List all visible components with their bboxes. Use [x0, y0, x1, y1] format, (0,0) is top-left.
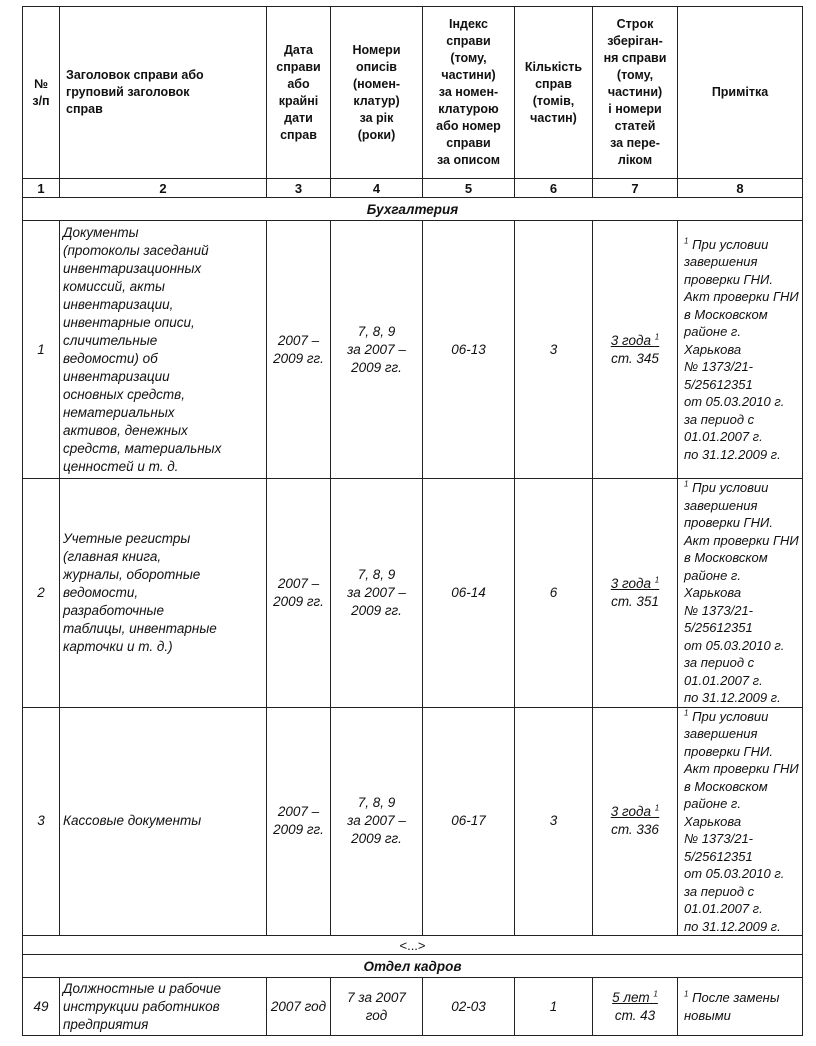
footnote-mark: 1	[684, 479, 689, 489]
inventory-numbers	[331, 221, 423, 479]
text-line: инструкции работников	[63, 998, 220, 1014]
text-line: крайні	[278, 93, 319, 108]
text-line: (тому,	[450, 51, 487, 65]
footnote-mark: 1	[653, 989, 658, 998]
text-line: 5/25612351	[684, 848, 753, 864]
table-row	[23, 978, 803, 1036]
text-line: 2009 гг.	[351, 602, 402, 618]
column-number: 6	[515, 179, 593, 198]
note-cell	[678, 978, 803, 1036]
term-value: 3 года	[610, 575, 652, 591]
case-dates	[267, 221, 331, 479]
text-line: 01.01.2007 г.	[684, 901, 763, 916]
note-text	[684, 709, 799, 934]
column-number: 5	[423, 179, 515, 198]
text-line: 7 за 2007	[347, 989, 406, 1005]
text-line: таблицы, инвентарные	[63, 620, 217, 636]
case-dates	[267, 978, 331, 1036]
section-row	[23, 198, 803, 221]
text-line: по 31.12.2009 г.	[684, 446, 781, 462]
text-line: в Московском	[684, 550, 768, 565]
case-index: 02-03	[423, 978, 515, 1036]
case-count: 1	[515, 978, 593, 1036]
text-line: з/п	[32, 93, 50, 108]
text-line: ведомости,	[63, 584, 139, 600]
text-line: завершения	[684, 497, 758, 513]
text-line: 2007 –	[277, 804, 320, 820]
ellipsis-mark: <...>	[23, 936, 803, 955]
text-line: Індекс	[449, 17, 488, 31]
text-line: завершения	[684, 254, 758, 270]
footnote-mark: 1	[684, 989, 689, 999]
text-line: частини)	[607, 85, 663, 99]
text-line: от 05.03.2010 г.	[684, 394, 785, 410]
case-inventory-table	[22, 6, 803, 1036]
text-line: за период с	[684, 883, 755, 899]
header-cell	[331, 7, 423, 179]
text-line: При условии	[692, 236, 769, 252]
footnote-mark: 1	[654, 803, 660, 813]
text-line: 2007 –	[277, 575, 320, 591]
header-cell	[23, 7, 60, 179]
text-line: инвентаризации	[63, 368, 170, 384]
text-line: завершения	[684, 726, 758, 741]
case-title	[60, 978, 267, 1036]
text-line: При условии	[692, 708, 769, 724]
text-line: за номен-	[438, 85, 499, 99]
text-line: за описом	[436, 153, 500, 167]
text-line: Строк	[616, 17, 654, 31]
text-line: (томів,	[532, 93, 575, 108]
text-line: Примітка	[711, 85, 769, 99]
text-line: або номер	[436, 119, 501, 133]
case-title	[60, 221, 267, 479]
text-line: 7, 8, 9	[357, 795, 396, 811]
text-line: 2007 –	[277, 332, 320, 348]
column-number-row	[23, 179, 803, 198]
article-number: ст. 345	[611, 350, 659, 366]
column-number: 4	[331, 179, 423, 198]
text-line: за 2007 –	[347, 341, 406, 357]
article-number: ст. 336	[611, 822, 659, 838]
header-cell	[267, 7, 331, 179]
text-line: Учетные регистры	[63, 530, 191, 546]
text-line: разработочные	[63, 602, 164, 618]
text-line: по 31.12.2009 г.	[684, 690, 781, 705]
text-line: ня справи	[603, 51, 667, 65]
text-line: справ	[535, 76, 572, 91]
header-cell	[678, 7, 803, 179]
text-line: Должностные и рабочие	[63, 980, 221, 996]
note-cell	[678, 707, 803, 936]
text-line: (номен-	[352, 76, 401, 91]
column-number: 7	[593, 179, 678, 198]
note-cell	[678, 479, 803, 708]
text-line: Документы	[63, 224, 139, 240]
text-line: (роки)	[357, 127, 396, 142]
header-cell	[60, 7, 267, 179]
note-cell	[678, 221, 803, 479]
footnote-mark: 1	[684, 236, 689, 246]
note-text	[684, 237, 799, 462]
retention-term	[593, 221, 678, 479]
text-line: Акт проверки ГНИ	[684, 289, 799, 305]
text-line: за пере-	[610, 136, 660, 150]
column-number: 1	[23, 179, 60, 198]
text-line: ведомости) об	[63, 350, 158, 366]
text-line: дати	[284, 110, 313, 125]
section-row	[23, 955, 803, 978]
text-line: частини)	[441, 68, 496, 82]
text-line: новыми	[684, 1007, 731, 1023]
text-line: год	[365, 1007, 388, 1023]
ellipsis-row	[23, 936, 803, 955]
header-cell	[593, 7, 678, 179]
text-line: проверки ГНИ.	[684, 515, 773, 530]
text-line: Акт проверки ГНИ	[684, 532, 799, 548]
text-line: за 2007 –	[347, 813, 406, 829]
inventory-numbers	[331, 978, 423, 1036]
case-title	[60, 479, 267, 708]
text-line: за период с	[684, 655, 755, 670]
text-line: зберіган-	[607, 34, 663, 48]
text-line: нематериальных	[63, 404, 175, 420]
text-line: № 1373/21-	[684, 359, 754, 375]
text-line: инвентаризационных	[63, 260, 202, 276]
case-count: 6	[515, 479, 593, 708]
text-line: або	[287, 76, 310, 91]
text-line: груповий заголовок	[66, 85, 190, 99]
table-row	[23, 479, 803, 708]
text-line: клатурою	[438, 102, 499, 116]
table-row	[23, 707, 803, 936]
text-line: описів	[356, 59, 397, 74]
term-value: 3 года	[610, 332, 652, 348]
case-index: 06-13	[423, 221, 515, 479]
text-line: Кассовые документы	[63, 813, 202, 829]
text-line: Номери	[352, 42, 401, 57]
text-line: в Московском	[684, 778, 768, 794]
text-line: в Московском	[684, 306, 768, 322]
text-line: по 31.12.2009 г.	[684, 918, 781, 934]
text-line: активов, денежных	[63, 422, 188, 438]
text-line: справи	[446, 136, 491, 150]
text-line: 2007 год	[270, 998, 327, 1014]
text-line: проверки ГНИ.	[684, 271, 773, 287]
text-line: № 1373/21-	[684, 831, 754, 846]
text-line: 2009 гг.	[351, 831, 402, 847]
term-value: 5 лет	[612, 989, 650, 1005]
text-line: Дата	[284, 42, 313, 57]
footnote-mark: 1	[684, 708, 689, 718]
footnote-mark: 1	[654, 575, 660, 585]
text-line: После замены	[692, 990, 780, 1005]
text-line: средств, материальных	[63, 440, 222, 456]
table-row	[23, 221, 803, 479]
text-line: проверки ГНИ.	[684, 743, 773, 759]
term-value: 3 года	[610, 804, 652, 820]
text-line: за 2007 –	[347, 584, 406, 600]
case-title	[60, 707, 267, 936]
text-line: ліком	[617, 153, 653, 167]
text-line: районе г. Харькова	[684, 324, 742, 357]
text-line: предприятия	[63, 1016, 149, 1032]
header-cell	[423, 7, 515, 179]
case-count: 3	[515, 707, 593, 936]
text-line: сличительные	[63, 332, 158, 348]
text-line: от 05.03.2010 г.	[684, 866, 785, 881]
case-index: 06-17	[423, 707, 515, 936]
retention-term	[593, 707, 678, 936]
row-number: 3	[23, 707, 60, 936]
text-line: комиссий, акты	[63, 278, 165, 294]
text-line: справ	[280, 127, 317, 142]
text-line: от 05.03.2010 г.	[684, 637, 785, 653]
text-line: за рік	[359, 110, 394, 125]
column-number: 3	[267, 179, 331, 198]
text-line: 01.01.2007 г.	[684, 672, 763, 688]
text-line: справи	[446, 34, 491, 48]
text-line: клатур)	[353, 93, 400, 108]
case-dates	[267, 479, 331, 708]
text-line: (протоколы заседаний	[63, 242, 209, 258]
text-line: При условии	[692, 480, 769, 495]
column-number: 2	[60, 179, 267, 198]
text-line: основных средств,	[63, 386, 185, 402]
section-title: Отдел кадров	[23, 955, 803, 978]
case-count: 3	[515, 221, 593, 479]
text-line: статей	[614, 119, 656, 133]
case-dates	[267, 707, 331, 936]
text-line: 2009 гг.	[351, 359, 402, 375]
row-number: 2	[23, 479, 60, 708]
row-number: 1	[23, 221, 60, 479]
header-row	[23, 7, 803, 179]
text-line: за период с	[684, 411, 755, 427]
text-line: 7, 8, 9	[357, 323, 396, 339]
text-line: Кількість	[524, 59, 583, 74]
note-text	[684, 480, 799, 705]
text-line: районе г. Харькова	[684, 567, 742, 600]
case-index: 06-14	[423, 479, 515, 708]
text-line: районе г. Харькова	[684, 796, 742, 829]
text-line: частин)	[530, 110, 577, 125]
text-line: инвентарные описи,	[63, 314, 195, 330]
column-number: 8	[678, 179, 803, 198]
text-line: № 1373/21-	[684, 602, 754, 618]
text-line: журналы, оборотные	[63, 566, 201, 582]
text-line: 7, 8, 9	[357, 566, 396, 582]
text-line: і номери	[608, 102, 662, 116]
header-cell	[515, 7, 593, 179]
retention-term	[593, 479, 678, 708]
row-number: 49	[23, 978, 60, 1036]
text-line: справи	[276, 59, 321, 74]
inventory-numbers	[331, 707, 423, 936]
text-line: Заголовок справи або	[66, 68, 204, 82]
text-line: 5/25612351	[684, 376, 753, 392]
text-line: карточки и т. д.)	[63, 638, 173, 654]
text-line: 01.01.2007 г.	[684, 429, 763, 445]
text-line: 2009 гг.	[273, 350, 324, 366]
section-title: Бухгалтерия	[23, 198, 803, 221]
text-line: (тому,	[616, 68, 654, 82]
text-line: 5/25612351	[684, 620, 753, 635]
text-line: 2009 гг.	[273, 593, 324, 609]
text-line: Акт проверки ГНИ	[684, 761, 799, 776]
text-line: справ	[66, 102, 103, 116]
article-number: ст. 351	[611, 593, 659, 609]
text-line: 2009 гг.	[273, 822, 324, 838]
note-text	[684, 990, 779, 1023]
footnote-mark: 1	[654, 332, 660, 341]
text-line: №	[34, 76, 48, 91]
text-line: инвентаризации,	[63, 296, 174, 312]
retention-term	[593, 978, 678, 1036]
text-line: (главная книга,	[63, 548, 162, 564]
article-number: ст. 43	[614, 1007, 656, 1023]
inventory-numbers	[331, 479, 423, 708]
text-line: ценностей и т. д.	[63, 458, 179, 474]
